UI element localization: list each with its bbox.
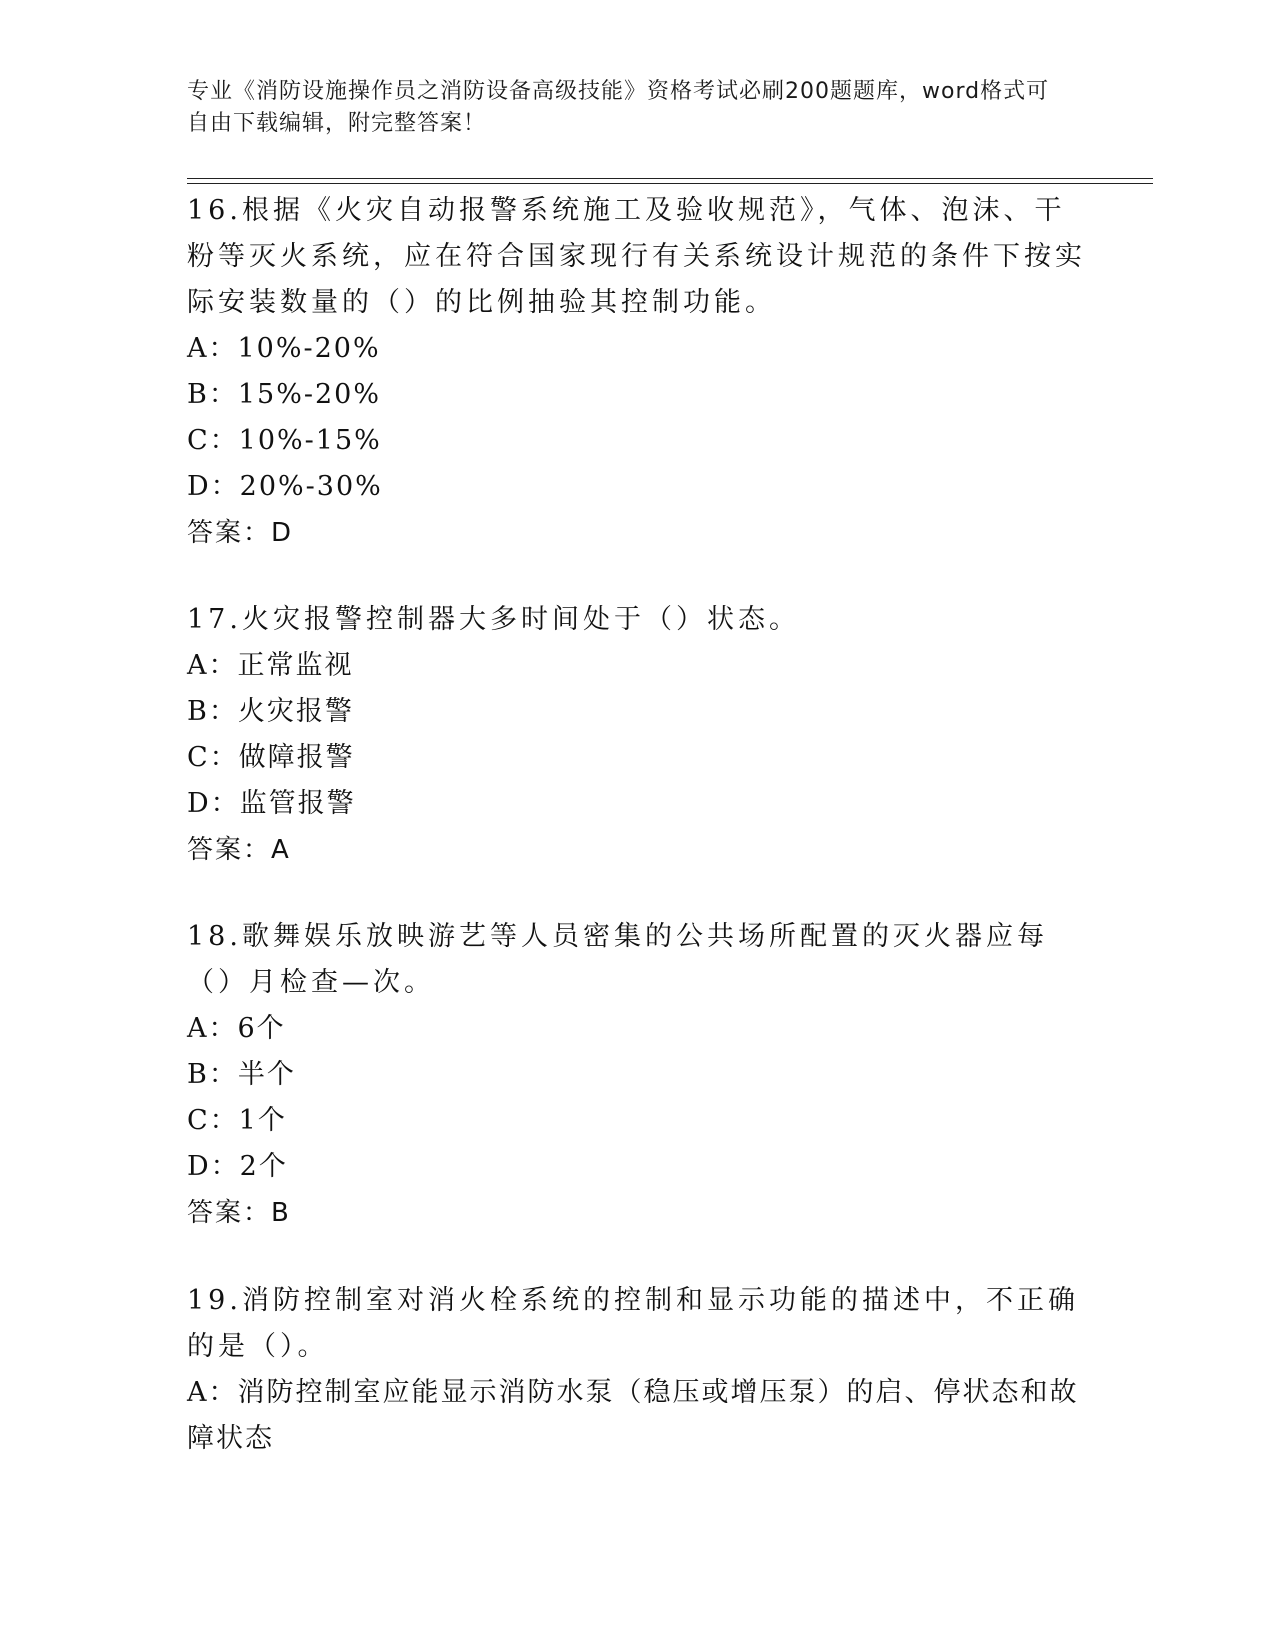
question-16 <box>187 188 1087 556</box>
option-b: B：15%-20% <box>187 379 381 410</box>
question-17 <box>187 597 1087 873</box>
question-stem: 19.消防控制室对消火栓系统的控制和显示功能的描述中，不正确的是（）。 <box>187 1285 1079 1362</box>
option-a: A：消防控制室应能显示消防水泵（稳压或增压泵）的启、停状态和故障状态 <box>187 1377 1079 1454</box>
question-stem: 16.根据《火灾自动报警系统施工及验收规范》，气体、泡沫、干粉等灭火系统，应在符合国家现行有关系统设计规范的条件下按实际安装数量的（）的比例抽验其控制功能。 <box>187 195 1086 318</box>
answer: 答案：B <box>187 1198 291 1228</box>
option-a: A：10%-20% <box>187 333 381 364</box>
option-a: A：正常监视 <box>187 650 354 681</box>
option-d: D：20%-30% <box>187 471 383 502</box>
option-c: C：10%-15% <box>187 425 382 456</box>
option-a: A：6个 <box>187 1013 286 1044</box>
option-c: C：1个 <box>187 1105 287 1136</box>
document-header: 专业《消防设施操作员之消防设备高级技能》资格考试必刷200题题库，word格式可自由下载编辑，附完整答案！ <box>187 79 1050 136</box>
answer: 答案：D <box>187 518 294 548</box>
header-divider-top <box>187 178 1153 179</box>
option-c: C：做障报警 <box>187 742 355 773</box>
question-stem: 17.火灾报警控制器大多时间处于（）状态。 <box>187 604 800 635</box>
option-b: B：半个 <box>187 1059 296 1090</box>
question-18 <box>187 914 1087 1236</box>
question-stem: 18.歌舞娱乐放映游艺等人员密集的公共场所配置的灭火器应每（）月检查—次。 <box>187 921 1048 998</box>
header-divider-bottom <box>187 183 1153 184</box>
question-19 <box>187 1278 1087 1462</box>
option-d: D：2个 <box>187 1151 288 1182</box>
option-b: B：火灾报警 <box>187 696 354 727</box>
answer: 答案：A <box>187 835 291 865</box>
option-d: D：监管报警 <box>187 788 356 819</box>
